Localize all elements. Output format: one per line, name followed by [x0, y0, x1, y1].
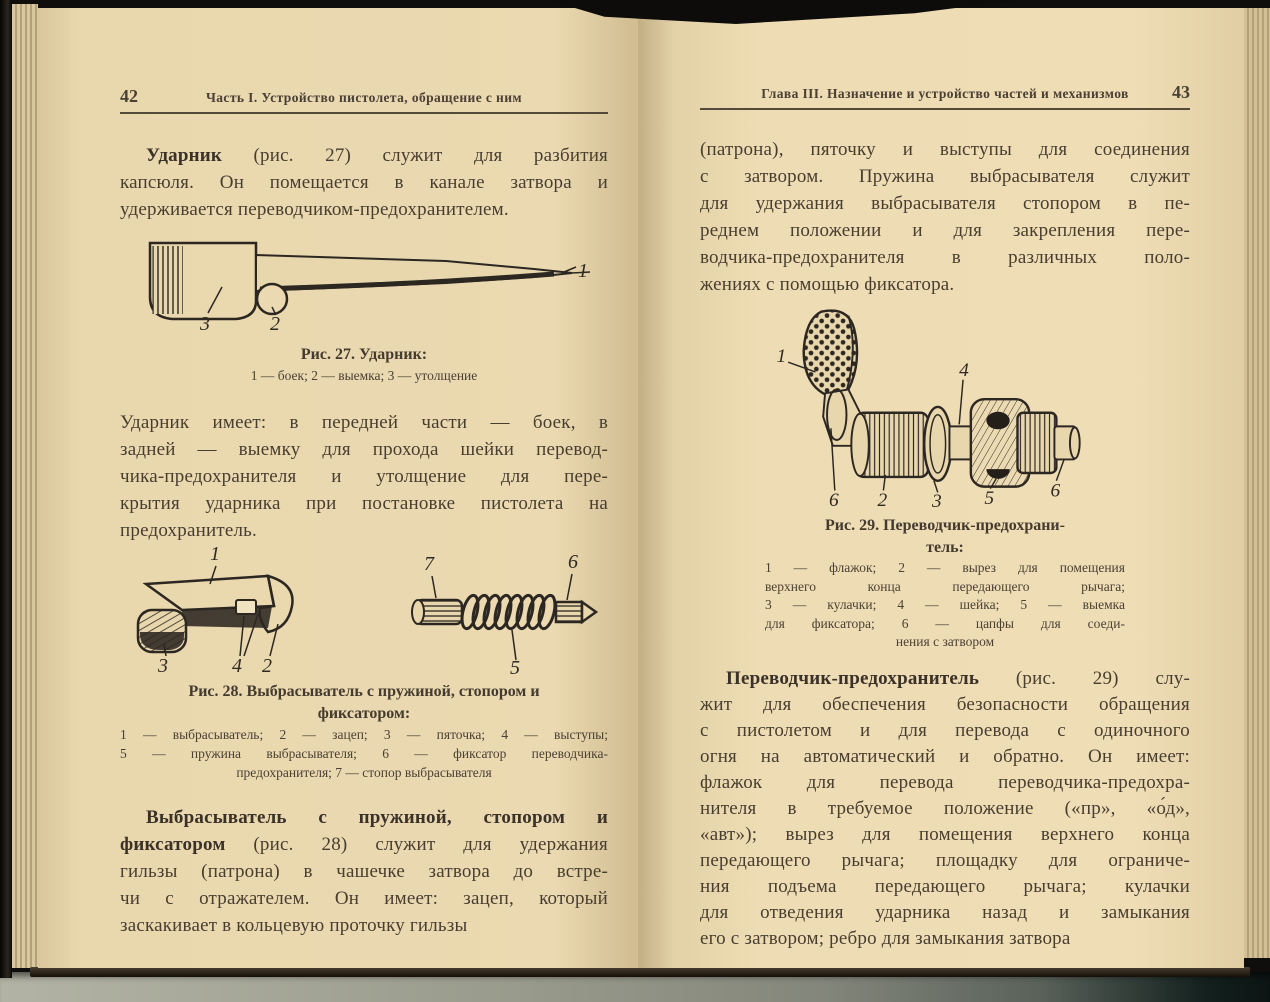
left-running-head [120, 86, 608, 114]
figure-callout: 3 [931, 491, 942, 508]
figure-29 [766, 302, 1190, 513]
figure-callout: 6 [1050, 480, 1061, 502]
figure-callout: 2 [262, 655, 272, 674]
figure-27-caption-legend: 1 — боек; 2 — выемка; 3 — утолщение [250, 368, 478, 383]
figure-29-caption-legend: 1 — флажок; 2 — вырез для помещения верхнего конца передающего рычага; 3 — кулачки; 4 — шейка; 5 — выемка для фиксатора; 6 — цапфы для соеди- нения с затвором [765, 560, 1125, 649]
figure-27-drawing [126, 227, 596, 331]
figure-27 [126, 227, 608, 336]
figure-callout: 5 [510, 657, 520, 674]
figure-callout: 1 [776, 346, 787, 368]
paragraph-udarnik-intro: Ударник (рис. 27) служит для разбития капсюля. Он помещается в канале затвора и удерживается переводчиком-предохранителем. [120, 145, 608, 220]
book-cover-edge-bottom [30, 967, 1250, 977]
right-page [638, 8, 1244, 968]
right-running-title: Глава III. Назначение и устройство частей и механизмов [761, 86, 1129, 101]
left-page-number: 42 [120, 86, 138, 106]
figure-callout: 2 [877, 490, 888, 508]
figure-callout: 6 [828, 490, 839, 508]
paragraph-perevodchik: Переводчик-предохранитель (рис. 29) слу- жит для обеспечения безопасности обращения с пистолетом и для перевода с одиночного огня на автоматический и обратно. Он имеет: флажок для перевода переводчика-предохра- нителя в требуемое положение («пр», «о́д», «авт»); вырез для помещения верхнего конца передающего рычага; площадку для ограниче- ния подъема передающего рычага; кулачки для отведения ударника назад и замыкания его с затвором; ребро для замыкания затвора [700, 667, 1190, 949]
figure-callout: 5 [984, 488, 995, 508]
figure-callout: 7 [424, 553, 434, 575]
figure-callout: 6 [568, 551, 578, 573]
right-running-head [700, 82, 1190, 110]
figure-27-caption-title: Рис. 27. Ударник: [300, 346, 428, 363]
figure-28-caption-legend: 1 — выбрасыватель; 2 — зацеп; 3 — пяточка; 4 — выступы; 5 — пружина выбрасывателя; 6 — фиксатор переводчика- предохранителя; 7 — стопор выбрасывателя [120, 727, 608, 780]
paragraph-udarnik-detail: Ударник имеет: в передней части — боек, в задней — выемку для прохода шейки перевод- чика-предохранителя и утолщение для пере- крытия ударника при постановке пистолета на предохранитель. [120, 412, 608, 541]
figure-callout: 3 [200, 313, 210, 331]
paragraph-spring-continuation: (патрона), пяточку и выступы для соединения с затвором. Пружина выбрасывателя служит для удержания выбрасывателя стопором в пе- реднем положении и для закрепления пере- водчика-предохранителя в различных поло- жениях с помощью фиксатора. [700, 139, 1190, 295]
figure-callout: 2 [270, 313, 280, 331]
paragraph-vybrasyvatel: Выбрасыватель с пружиной, стопором и фиксатором (рис. 28) служит для удержания гильзы (патрона) в чашечке затвора до встре- чи с отражателем. Он имеет: зацеп, который заскакивает в кольцевую проточку гильзы [120, 807, 608, 936]
book-cover-edge-left [0, 0, 12, 978]
page-fore-edge-right [1244, 8, 1270, 958]
left-running-title: Часть I. Устройство пистолета, обращение с ним [205, 90, 523, 105]
figure-callout: 1 [578, 260, 588, 282]
figure-29-drawing [766, 302, 1096, 508]
figure-28-caption-title: Рис. 28. Выбрасыватель с пружиной, стопором и фиксатором: [188, 683, 540, 722]
figure-29-caption-title: Рис. 29. Переводчик-предохрани- тель: [825, 517, 1065, 556]
right-page-number: 43 [1172, 82, 1190, 102]
figure-28 [120, 544, 608, 679]
figure-callout: 4 [959, 359, 969, 381]
figure-28-drawing [120, 544, 600, 674]
page-stack-left [12, 4, 38, 968]
figure-callout: 4 [232, 655, 242, 674]
figure-callout: 1 [210, 544, 220, 565]
figure-callout: 3 [158, 655, 168, 674]
left-page [38, 8, 638, 968]
open-pages [38, 8, 1244, 968]
